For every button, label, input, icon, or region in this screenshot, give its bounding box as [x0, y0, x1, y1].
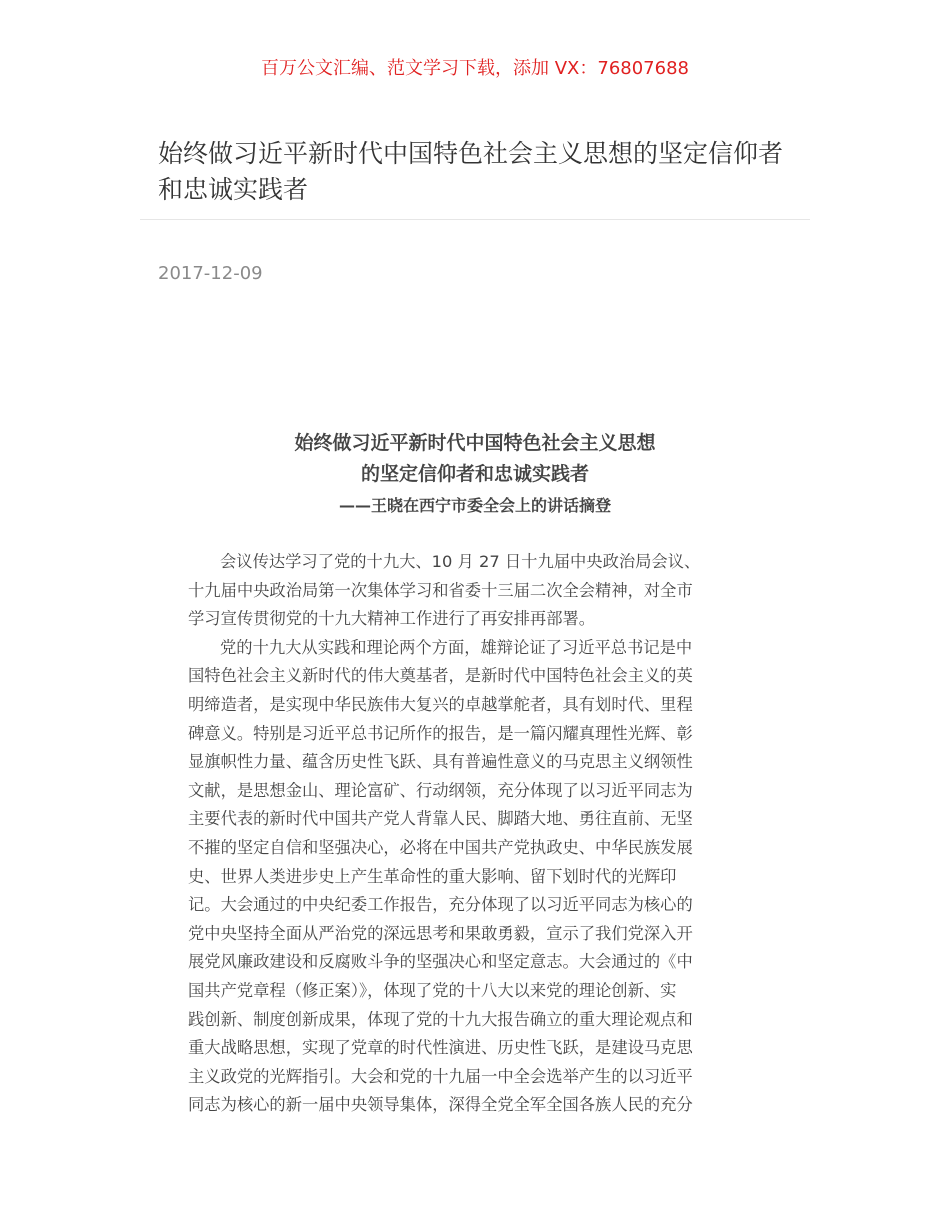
paragraph-line: 重大战略思想，实现了党章的时代性演进、历史性飞跃，是建设马克思 [188, 1038, 693, 1058]
paragraph-line: 国共产党章程（修正案）》，体现了党的十八大以来党的理论创新、实 [188, 980, 677, 1000]
article-subheading: ——王晓在西宁市委全会上的讲话摘登 [338, 496, 611, 515]
paragraph-line: 记。大会通过的中央纪委工作报告，充分体现了以习近平同志为核心的 [188, 895, 693, 915]
article-heading-line-1: 始终做习近平新时代中国特色社会主义思想 [294, 432, 656, 454]
article-heading-line-2: 的坚定信仰者和忠诚实践者 [360, 463, 589, 485]
paragraph-line: 碑意义。特别是习近平总书记所作的报告，是一篇闪耀真理性光辉、彰 [188, 723, 693, 743]
paragraph-line: 显旗帜性力量、蕴含历史性飞跃、具有普遍性意义的马克思主义纲领性 [188, 752, 693, 772]
paragraph-line: 会议传达学习了党的十九大、10 月 27 日十九届中央政治局会议、 [220, 552, 701, 571]
paragraph-line: 党的十九大从实践和理论两个方面，雄辩论证了习近平总书记是中 [220, 637, 693, 657]
paragraph-line: 十九届中央政治局第一次集体学习和省委十三届二次全会精神，对全市 [188, 580, 693, 600]
paragraph-line: 史、世界人类进步史上产生革命性的重大影响、留下划时代的光辉印 [188, 866, 677, 886]
paragraph-1 [188, 548, 764, 634]
paragraph-line: 主义政党的光辉指引。大会和党的十九届一中全会选举产生的以习近平 [188, 1066, 693, 1086]
paragraph-2 [188, 634, 764, 1120]
page-title: 始终做习近平新时代中国特色社会主义思想的坚定信仰者和忠诚实践者 [158, 139, 784, 204]
paragraph-line: 党中央坚持全面从严治党的深远思考和果敢勇毅，宣示了我们党深入开 [188, 923, 693, 943]
paragraph-line: 展党风廉政建设和反腐败斗争的坚强决心和坚定意志。大会通过的《中 [188, 952, 693, 972]
publish-date: 2017-12-09 [158, 263, 263, 284]
title-divider [140, 219, 810, 220]
promo-banner: 百万公文汇编、范文学习下载，添加 VX：76807688 [261, 58, 689, 79]
paragraph-line: 同志为核心的新一届中央领导集体，深得全党全军全国各族人民的充分 [188, 1095, 693, 1115]
paragraph-line: 国特色社会主义新时代的伟大奠基者，是新时代中国特色社会主义的英 [188, 666, 693, 686]
paragraph-line: 不摧的坚定自信和坚强决心，必将在中国共产党执政史、中华民族发展 [188, 837, 693, 857]
paragraph-line: 文献，是思想金山、理论富矿、行动纲领，充分体现了以习近平同志为 [188, 780, 693, 800]
paragraph-line: 明缔造者，是实现中华民族伟大复兴的卓越掌舵者，具有划时代、里程 [188, 694, 693, 714]
paragraph-line: 学习宣传贯彻党的十九大精神工作进行了再安排再部署。 [188, 609, 596, 629]
article-heading [0, 428, 950, 521]
paragraph-line: 主要代表的新时代中国共产党人背靠人民、脚踏大地、勇往直前、无坚 [188, 809, 693, 829]
article-body [188, 548, 764, 1120]
paragraph-line: 践创新、制度创新成果，体现了党的十九大报告确立的重大理论观点和 [188, 1009, 693, 1029]
